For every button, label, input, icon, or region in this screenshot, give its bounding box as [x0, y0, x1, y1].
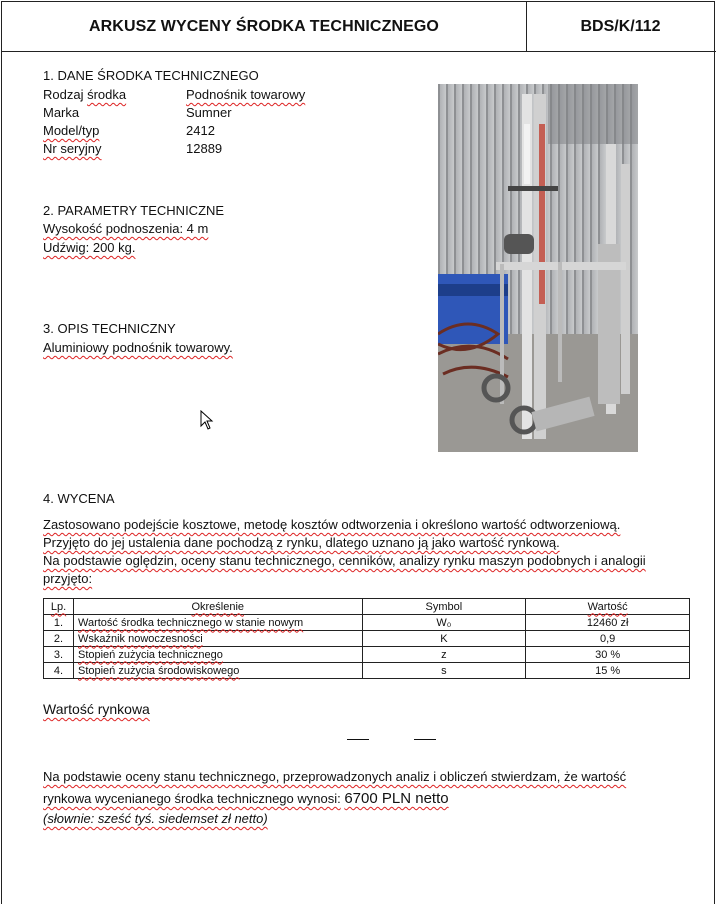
conclusion-prefix: rynkowa wycenianego środka technicznego wynosi:: [43, 791, 341, 806]
field-label-type: Rodzaj środka: [43, 87, 127, 102]
section3-heading: 3. OPIS TECHNICZNY: [43, 321, 176, 336]
row-name: Stopień zużycia technicznego: [73, 647, 362, 663]
section4-heading: 4. WYCENA: [43, 491, 115, 506]
field-label-type-text: środka: [87, 87, 127, 102]
document-header: [2, 2, 716, 52]
formula-blank-2: [414, 739, 436, 740]
row-lp: 2.: [44, 631, 74, 647]
mouse-cursor-icon: [200, 410, 214, 430]
formula-blank-1: [347, 739, 369, 740]
row-name: Wskaźnik nowoczesności: [73, 631, 362, 647]
row-symbol: K: [362, 631, 526, 647]
amount-in-words: (słownie: sześć tyś. siedemset zł netto): [43, 811, 268, 826]
document-title: ARKUSZ WYCENY ŚRODKA TECHNICZNEGO: [2, 2, 527, 51]
valuation-paragraph-3-end: przyjęto:: [43, 571, 93, 586]
header-lp: Lp.: [44, 599, 74, 615]
field-label-serial: Nr seryjny: [43, 141, 102, 156]
row-value: 30 %: [526, 647, 690, 663]
field-label-brand: Marka: [43, 105, 80, 120]
header-value: Wartość: [526, 599, 690, 615]
technical-description: Aluminiowy podnośnik towarowy.: [43, 340, 233, 355]
section2-heading: 2. PARAMETRY TECHNICZNE: [43, 203, 225, 218]
market-value-amount: 6700 PLN netto: [344, 790, 449, 807]
lifter-illustration: [438, 84, 638, 452]
table-row: [44, 631, 690, 647]
field-value-serial: 12889: [186, 141, 223, 156]
valuation-paragraph-1: Zastosowano podejście kosztowe, metodę kosztów odtworzenia i określono wartość odtworzeniową.: [43, 517, 621, 532]
field-label-model: Model/typ: [43, 123, 100, 138]
valuation-paragraph-3: Na podstawie oględzin, oceny stanu technicznego, cenników, analizy rynku maszyn podobnych i analogii: [43, 553, 646, 568]
header-name: Określenie: [73, 599, 362, 615]
equipment-photo: [438, 84, 638, 452]
row-lp: 3.: [44, 647, 74, 663]
field-value-type: Podnośnik towarowy: [186, 87, 306, 102]
row-symbol: W₀: [362, 615, 526, 631]
row-value: 0,9: [526, 631, 690, 647]
table-row: [44, 647, 690, 663]
field-value-brand: Sumner: [186, 105, 232, 120]
row-lp: 1.: [44, 615, 74, 631]
row-symbol: z: [362, 647, 526, 663]
row-value: 12460 zł: [526, 615, 690, 631]
row-name: Stopień zużycia środowiskowego: [73, 663, 362, 679]
section1-heading: 1. DANE ŚRODKA TECHNICZNEGO: [43, 68, 259, 83]
param-capacity: Udźwig: 200 kg.: [43, 240, 136, 255]
row-lp: 4.: [44, 663, 74, 679]
valuation-paragraph-2: Przyjęto do jej ustalenia dane pochodzą z rynku, dlatego uznano ją jako wartość rynkową.: [43, 535, 560, 550]
market-value-label: Wartość rynkowa: [43, 701, 150, 717]
document-code: BDS/K/112: [580, 17, 661, 35]
valuation-table: [43, 598, 690, 679]
table-row: [44, 663, 690, 679]
row-name: Wartość środka technicznego w stanie nowym: [73, 615, 362, 631]
conclusion-line-1: Na podstawie oceny stanu technicznego, przeprowadzonych analiz i obliczeń stwierdzam, że wartość: [43, 769, 627, 784]
header-symbol: Symbol: [362, 599, 526, 615]
field-value-model: 2412: [186, 123, 215, 138]
table-header-row: [44, 599, 690, 615]
row-value: 15 %: [526, 663, 690, 679]
param-height: Wysokość podnoszenia: 4 m: [43, 221, 209, 236]
table-row: [44, 615, 690, 631]
row-symbol: s: [362, 663, 526, 679]
conclusion-line-2: [43, 790, 449, 808]
